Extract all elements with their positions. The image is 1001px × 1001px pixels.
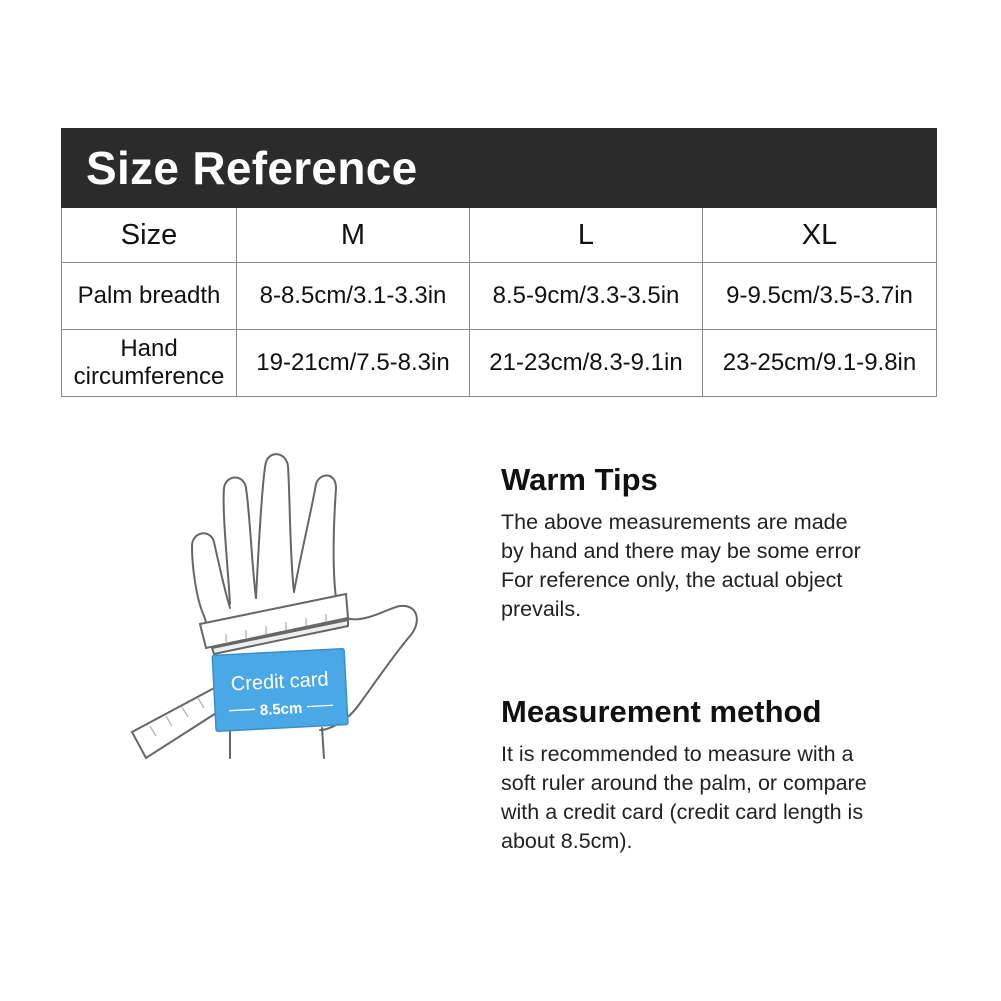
size-reference-table: [61, 128, 937, 397]
table-title: Size Reference: [86, 142, 418, 194]
table-cell: 8.5-9cm/3.3-3.5in: [470, 263, 703, 330]
table-cell: 23-25cm/9.1-9.8in: [703, 330, 937, 397]
table-title-bar: [62, 129, 937, 208]
column-header: Size: [62, 208, 237, 263]
warm-tips-section: [501, 462, 941, 624]
text-line: by hand and there may be some error: [501, 539, 861, 563]
warm-tips-heading: Warm Tips: [501, 462, 658, 497]
text-line: For reference only, the actual object: [501, 568, 843, 592]
middle-finger: [256, 454, 294, 598]
row-label-line: circumference: [73, 363, 225, 390]
text-line: It is recommended to measure with a: [501, 742, 854, 766]
header-row: [62, 208, 937, 263]
text-line: soft ruler around the palm, or compare: [501, 771, 867, 795]
ring-finger: [224, 478, 256, 605]
row-label: Palm breadth: [62, 263, 237, 330]
credit-card: [212, 649, 348, 732]
pinky-finger: [192, 533, 230, 616]
credit-card-length: 8.5cm: [259, 699, 303, 720]
table-cell: 21-23cm/8.3-9.1in: [470, 330, 703, 397]
column-header: L: [470, 208, 703, 263]
table-cell: 19-21cm/7.5-8.3in: [237, 330, 470, 397]
column-header: M: [237, 208, 470, 263]
measurement-method-section: [501, 694, 941, 856]
table-row: [62, 330, 937, 397]
warm-tips-text: [501, 508, 941, 624]
text-line: about 8.5cm).: [501, 829, 633, 853]
text-line: with a credit card (credit card length is: [501, 800, 864, 824]
table-cell: 8-8.5cm/3.1-3.3in: [237, 263, 470, 330]
credit-card-label: Credit card: [230, 668, 330, 696]
column-header: XL: [703, 208, 937, 263]
index-finger: [294, 475, 336, 598]
table-row: [62, 263, 937, 330]
table-cell: 9-9.5cm/3.5-3.7in: [703, 263, 937, 330]
wrist-band: [200, 594, 348, 654]
text-line: The above measurements are made: [501, 510, 848, 534]
soft-ruler-strap: [132, 686, 224, 758]
measurement-method-heading: Measurement method: [501, 694, 822, 729]
row-label-line: Hand: [120, 335, 178, 362]
row-label: [62, 330, 237, 397]
text-line: prevails.: [501, 597, 582, 621]
measurement-method-text: [501, 740, 941, 856]
hand-measurement-illustration: [126, 448, 426, 768]
